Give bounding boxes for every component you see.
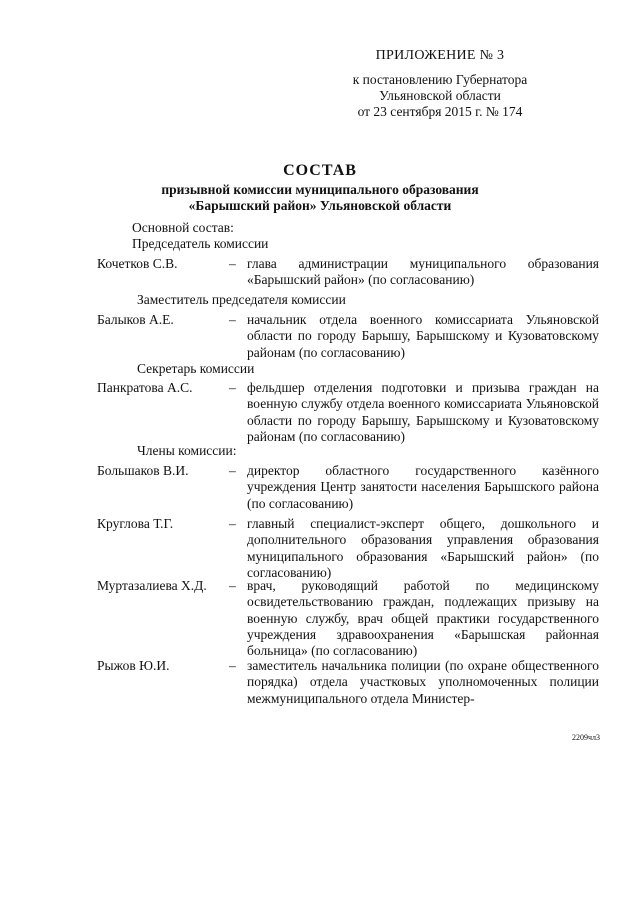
appendix-line-2: Ульяновской области xyxy=(379,88,501,103)
dash: – xyxy=(229,658,236,673)
dash: – xyxy=(229,516,236,531)
member-name: Панкратова А.С. xyxy=(97,380,193,395)
member-name: Рыжов Ю.И. xyxy=(97,658,170,673)
member-name: Муртазалиева Х.Д. xyxy=(97,578,207,593)
member-description: начальник отдела военного комиссариата Ульяновской области по городу Барышу, Барышскому и Кузоватовскому районам (по согласованию) xyxy=(247,312,599,360)
document-code: 2209чл3 xyxy=(571,733,600,742)
dash: – xyxy=(229,312,236,327)
member-description: глава администрации муниципального образования «Барышский район» (по согласованию) xyxy=(247,256,599,288)
appendix-block xyxy=(310,48,570,120)
dash: – xyxy=(229,463,236,478)
member-name: Круглова Т.Г. xyxy=(97,516,174,531)
deputy-label: Заместитель председателя комиссии xyxy=(137,292,346,307)
member-name: Балыков А.Е. xyxy=(97,312,174,327)
appendix-line-3: от 23 сентября 2015 г. № 174 xyxy=(357,104,523,119)
dash: – xyxy=(229,256,236,271)
main-composition-label: Основной состав: xyxy=(132,220,234,235)
member-description: главный специалист-эксперт общего, дошкольного и дополнительного образования управления образования муниципального образования «Барышский район» (по согласованию) xyxy=(247,516,599,580)
members-label: Члены комиссии: xyxy=(137,443,237,458)
member-description: директор областного государственного казённого учреждения Центр занятости населения Барышского района (по согласованию) xyxy=(247,463,599,511)
secretary-label: Секретарь комиссии xyxy=(137,361,255,376)
member-description: заместитель начальника полиции (по охране общественного порядка) отдела участковых уполномоченных полиции межмуниципального отдела Министер- xyxy=(247,658,599,706)
title-main: СОСТАВ xyxy=(283,162,357,179)
appendix-line-1: к постановлению Губернатора xyxy=(352,72,528,87)
title-line-1: призывной комиссии муниципального образования xyxy=(161,182,479,197)
chairman-label: Председатель комиссии xyxy=(132,236,269,251)
dash: – xyxy=(229,380,236,395)
document-title xyxy=(0,163,640,214)
appendix-heading: ПРИЛОЖЕНИЕ № 3 xyxy=(375,48,505,63)
member-description: врач, руководящий работой по медицинскому освидетельствованию граждан, подлежащих призыву на военную службу, врач общей практики государственного учреждения здравоохранения «Барышская районная больница» (по согласованию) xyxy=(247,578,599,659)
member-name: Большаков В.И. xyxy=(97,463,189,478)
member-description: фельдшер отделения подготовки и призыва граждан на военную службу отдела военного комиссариата Ульяновской области по городу Барышу, Барышскому и Кузоватовскому районам (по согласованию) xyxy=(247,380,599,444)
title-line-2: «Барышский район» Ульяновской области xyxy=(188,198,452,213)
dash: – xyxy=(229,578,236,593)
member-name: Кочетков С.В. xyxy=(97,256,178,271)
